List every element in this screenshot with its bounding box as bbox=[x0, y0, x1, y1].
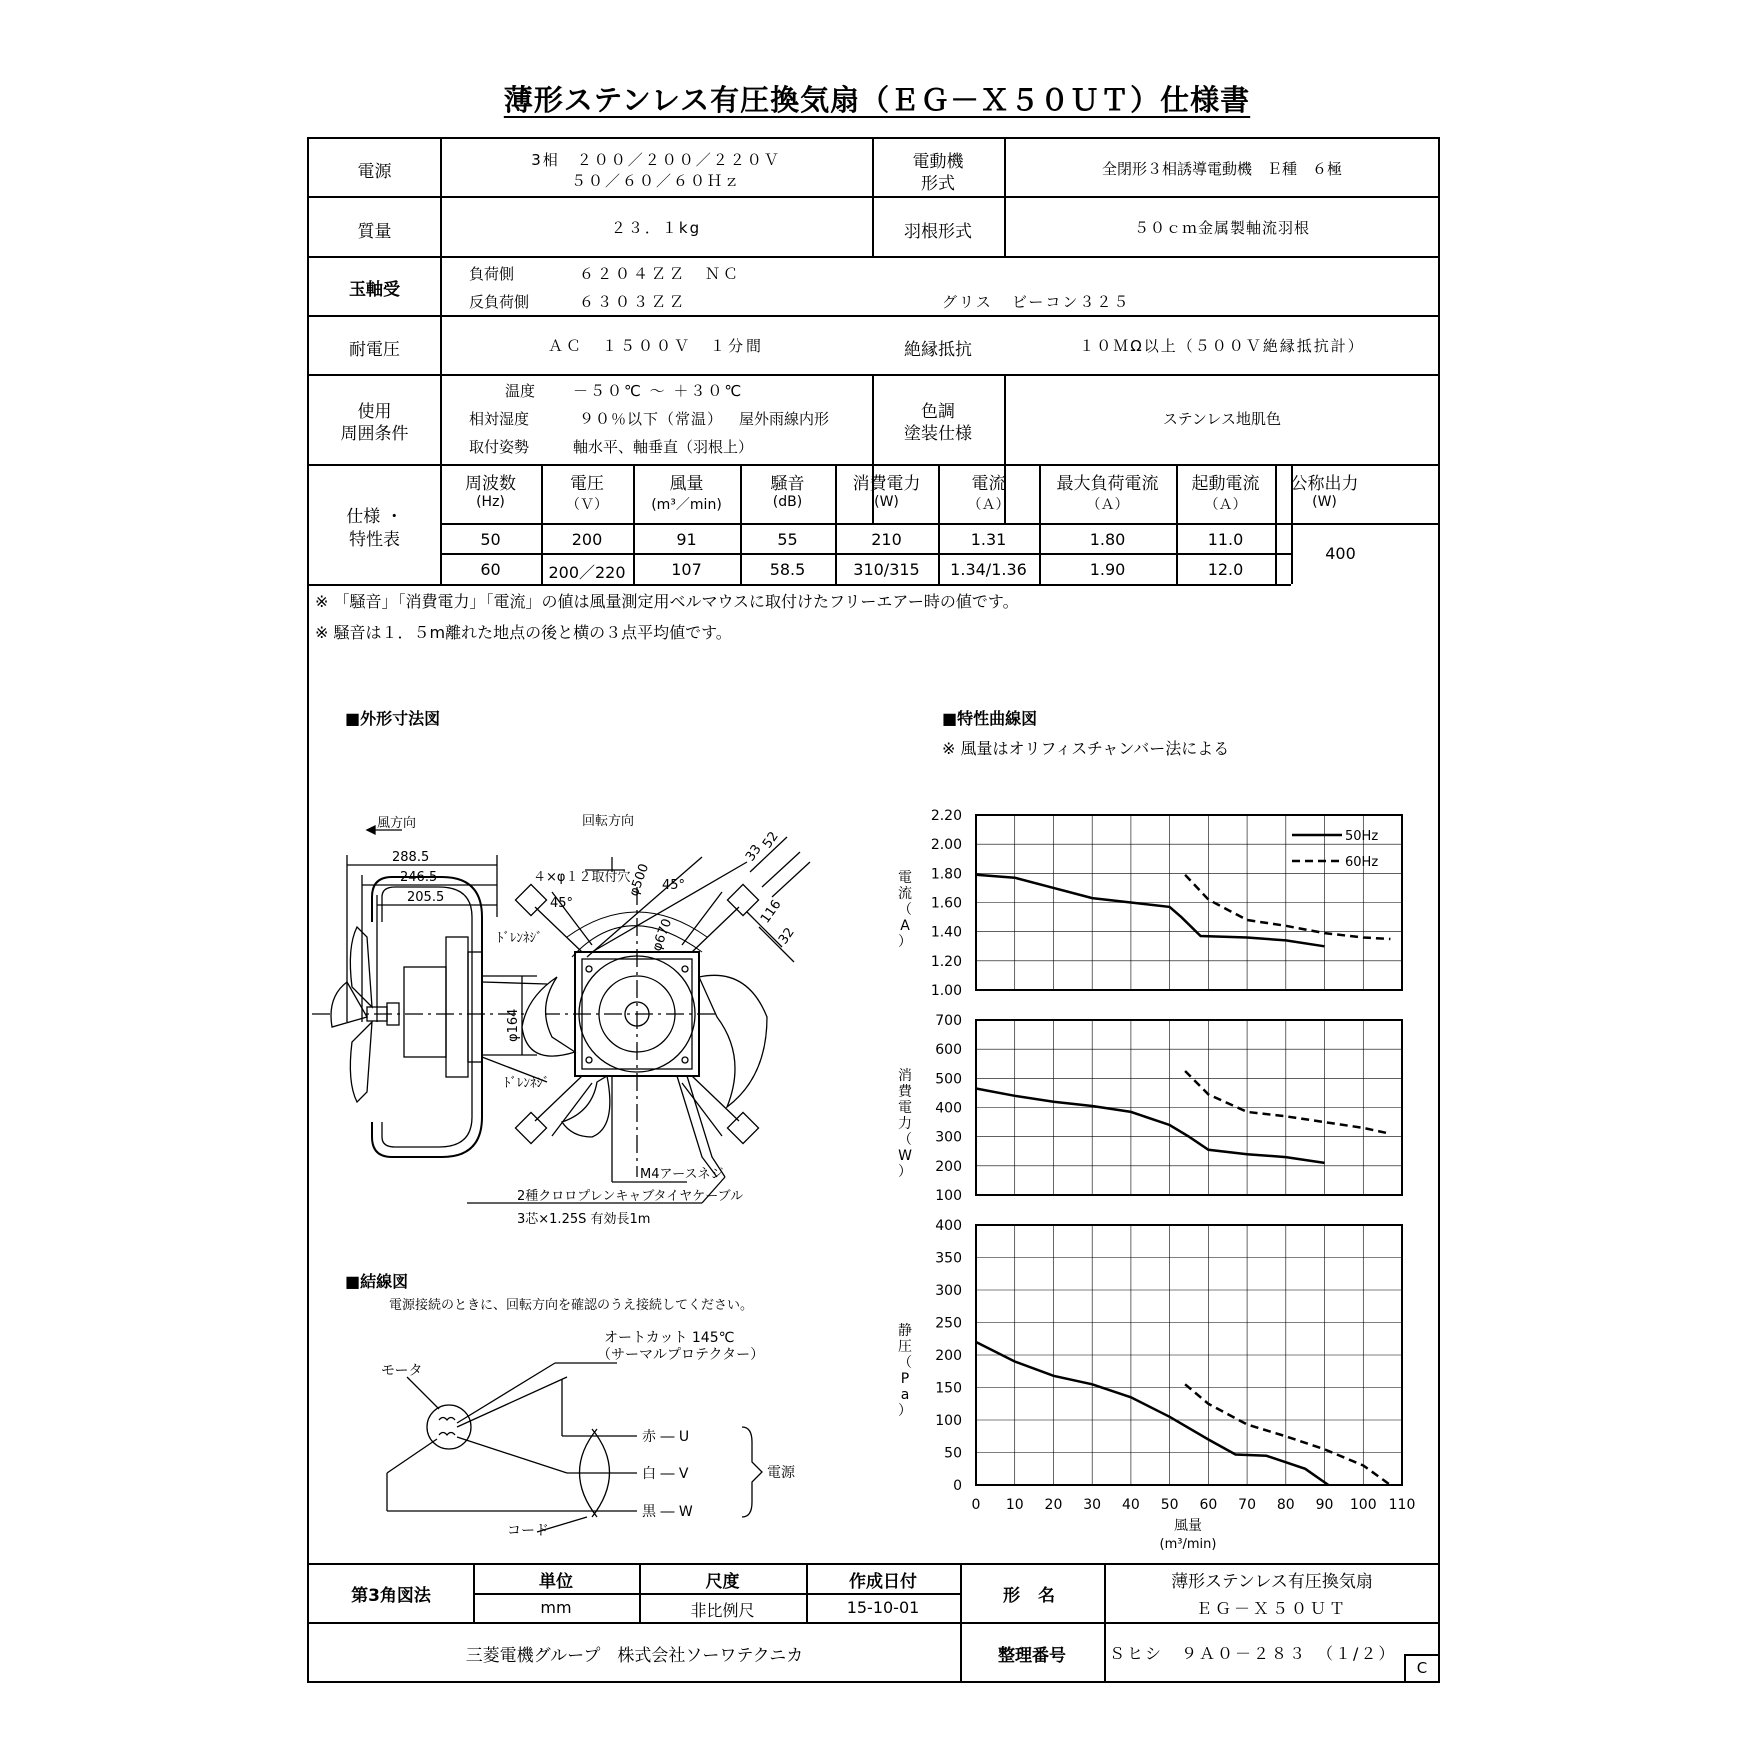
x-axis-label: 風量 bbox=[1174, 1518, 1202, 1534]
rotation-direction-label: 回転方向 bbox=[582, 814, 635, 829]
x-axis-unit: (m³/min) bbox=[1159, 1537, 1217, 1550]
char-cell: 58.5 bbox=[769, 560, 806, 579]
y-tick-label: 400 bbox=[935, 1100, 962, 1117]
y-axis-label-power: 費 bbox=[898, 1084, 912, 1100]
motor-symbol bbox=[427, 1405, 471, 1449]
x-tick-label: 50 bbox=[1160, 1497, 1179, 1513]
x-tick-label: 90 bbox=[1315, 1497, 1334, 1513]
char-header-unit-1: （Ｖ） bbox=[566, 497, 608, 513]
wiring-note: 電源接続のときに、回転方向を確認のうえ接続してください。 bbox=[389, 1298, 754, 1313]
y-axis-label-pressure: 静 bbox=[898, 1323, 912, 1339]
char-cell: 200／220 bbox=[548, 563, 626, 582]
series-line-60Hz bbox=[1185, 1071, 1390, 1134]
document-title: 薄形ステンレス有圧換気扇（ＥＧ－Ｘ５０ＵＴ）仕様書 bbox=[503, 83, 1251, 117]
char-cell: 55 bbox=[777, 530, 798, 549]
motor-value: 全閉形３相誘導電動機 Ｅ種 ６極 bbox=[1101, 160, 1342, 178]
y-tick-label: 500 bbox=[935, 1071, 962, 1088]
grease-value: ビーコン３２５ bbox=[1012, 293, 1131, 311]
drain-screw-label-1: ﾄﾞﾚﾝﾈｼﾞ bbox=[497, 931, 543, 946]
env-hum-label: 相対湿度 bbox=[469, 410, 530, 428]
char-cell: 50 bbox=[480, 530, 501, 549]
wire-v-label: 白 ― V bbox=[642, 1466, 689, 1482]
motor-label-2: 形式 bbox=[921, 174, 955, 194]
char-header-unit-5: （Ａ） bbox=[967, 497, 1010, 513]
char-header-unit-7: （Ａ） bbox=[1204, 497, 1247, 513]
y-tick-label: 700 bbox=[935, 1013, 962, 1029]
y-tick-label: 600 bbox=[935, 1042, 962, 1059]
y-tick-label: 1.20 bbox=[930, 953, 962, 970]
bearing-load-label: 負荷側 bbox=[469, 265, 515, 283]
y-axis-label-power: 力 bbox=[898, 1116, 912, 1132]
char-cell: 11.0 bbox=[1207, 530, 1244, 549]
x-tick-label: 80 bbox=[1276, 1497, 1295, 1513]
autocut-label: オートカット 145℃ bbox=[604, 1330, 735, 1346]
dim-32: 32 bbox=[775, 925, 798, 948]
char-cell: 200 bbox=[571, 530, 603, 549]
wire-w-label: 黒 ― W bbox=[642, 1504, 693, 1520]
y-axis-label-pressure: a bbox=[900, 1387, 910, 1403]
grease-label: グリス bbox=[942, 293, 993, 311]
char-cell: 60 bbox=[480, 560, 501, 579]
projection-label: 第3角図法 bbox=[351, 1586, 431, 1606]
mounting-holes-label: ４×φ１２取付穴 bbox=[533, 870, 631, 885]
revision-mark: C bbox=[1416, 1659, 1428, 1677]
note-2: ※ 騒音は１．５m離れた地点の後と横の３点平均値です。 bbox=[315, 623, 732, 642]
char-header-unit-3: (dB) bbox=[772, 494, 803, 510]
env-mount-value: 軸水平、軸垂直（羽根上） bbox=[573, 438, 754, 456]
char-header-7: 起動電流 bbox=[1191, 474, 1260, 494]
char-header-unit-8: (W) bbox=[1312, 494, 1337, 510]
char-cell: 1.34/1.36 bbox=[950, 560, 1027, 579]
y-axis-label-power: ） bbox=[898, 1164, 912, 1180]
y-tick-label: 2.00 bbox=[930, 837, 962, 854]
angle-45-right: 45° bbox=[662, 878, 686, 893]
thermal-protector-label: （サーマルプロテクター） bbox=[597, 1347, 765, 1363]
angle-45-left: 45° bbox=[550, 896, 574, 911]
char-header-4: 消費電力 bbox=[852, 474, 921, 494]
color-label-1: 色調 bbox=[921, 402, 955, 422]
y-axis-label-current: ） bbox=[898, 934, 912, 950]
curves-note: ※ 風量はオリフィスチャンバー法による bbox=[942, 739, 1230, 758]
char-table-label-1: 仕様 ・ bbox=[346, 507, 403, 527]
insulation-label: 絶縁抵抗 bbox=[904, 340, 972, 360]
drain-screw-label-2: ﾄﾞﾚﾝﾈｼﾞ bbox=[504, 1076, 550, 1091]
y-axis-label-power: 電 bbox=[898, 1100, 912, 1116]
bearing-antiload-value: ６３０３ＺＺ bbox=[579, 293, 688, 311]
phi670-label: φ670 bbox=[649, 916, 676, 954]
y-tick-label: 300 bbox=[935, 1283, 962, 1299]
legend-60hz-label: 60Hz bbox=[1345, 855, 1379, 870]
x-tick-label: 10 bbox=[1005, 1497, 1024, 1513]
color-value: ステンレス地肌色 bbox=[1162, 410, 1282, 428]
y-tick-label: 200 bbox=[935, 1348, 962, 1364]
dim-205-5: 205.5 bbox=[407, 890, 445, 905]
y-axis-label-power: （ bbox=[898, 1132, 912, 1148]
y-axis-label-current: 流 bbox=[898, 886, 912, 902]
y-axis-label-power: 消 bbox=[898, 1068, 912, 1084]
y-tick-label: 400 bbox=[935, 1218, 962, 1234]
ref-number-value: Ｓヒシ ９Ａ０－２８３ （１/２） bbox=[1109, 1644, 1397, 1663]
y-tick-label: 150 bbox=[935, 1380, 962, 1397]
rated-output-value: 400 bbox=[1325, 544, 1356, 563]
bearing-label: 玉軸受 bbox=[349, 280, 400, 300]
x-tick-label: 110 bbox=[1388, 1497, 1416, 1513]
mass-label: 質量 bbox=[357, 222, 392, 242]
ref-number-label: 整理番号 bbox=[998, 1646, 1066, 1666]
model-name-value-2: ＥＧ－Ｘ５０ＵＴ bbox=[1195, 1599, 1348, 1618]
cable-label: 2種クロロプレンキャブタイヤケーブル bbox=[517, 1189, 744, 1204]
chart-panel-1 bbox=[935, 1013, 1402, 1204]
y-axis-label-power: W bbox=[898, 1148, 912, 1164]
char-header-unit-0: (Hz) bbox=[476, 494, 505, 510]
y-tick-label: 200 bbox=[935, 1158, 962, 1175]
char-table-label-2: 特性表 bbox=[349, 530, 400, 550]
mass-value: ２３．１kg bbox=[610, 219, 702, 237]
voltage-value: ＡＣ １５００Ｖ １分間 bbox=[547, 337, 764, 355]
y-axis-label-current: （ bbox=[898, 902, 912, 918]
date-value: 15-10-01 bbox=[846, 1598, 920, 1617]
char-cell: 91 bbox=[676, 530, 697, 549]
char-header-0: 周波数 bbox=[465, 474, 516, 494]
legend-50hz-label: 50Hz bbox=[1345, 829, 1379, 844]
date-label: 作成日付 bbox=[849, 1572, 917, 1592]
y-tick-label: 100 bbox=[935, 1413, 962, 1429]
y-tick-label: 1.60 bbox=[930, 895, 962, 912]
y-tick-label: 2.20 bbox=[930, 808, 962, 824]
x-tick-label: 20 bbox=[1044, 1497, 1063, 1513]
dims-section-title: ■外形寸法図 bbox=[345, 709, 441, 728]
y-tick-label: 1.00 bbox=[930, 983, 962, 999]
chart-legend bbox=[1292, 829, 1378, 870]
char-cell: 1.80 bbox=[1089, 530, 1126, 549]
dim-116: 116 bbox=[757, 897, 785, 927]
y-tick-label: 350 bbox=[935, 1250, 962, 1267]
phi164-label: φ164 bbox=[506, 1008, 521, 1042]
char-header-6: 最大負荷電流 bbox=[1056, 474, 1159, 494]
cord-label: コード bbox=[507, 1523, 549, 1539]
char-header-unit-4: (W) bbox=[874, 494, 899, 510]
company-name: 三菱電機グループ 株式会社ソーワテクニカ bbox=[465, 1646, 804, 1666]
series-line-50Hz bbox=[976, 1342, 1328, 1485]
y-axis-label-current: A bbox=[900, 918, 910, 934]
series-line-60Hz bbox=[1185, 1384, 1390, 1485]
blade-value: ５０ｃｍ金属製軸流羽根 bbox=[1133, 219, 1310, 237]
char-cell: 12.0 bbox=[1207, 560, 1244, 579]
power-label: 電源 bbox=[357, 162, 392, 182]
series-line-50Hz bbox=[976, 875, 1325, 947]
curves-section-title: ■特性曲線図 bbox=[942, 709, 1038, 728]
dim-52: 52 bbox=[759, 829, 782, 852]
env-temp-value: －５０℃ ～ ＋３０℃ bbox=[573, 382, 744, 400]
power-value-2: ５０／６０／６０Ｈｚ bbox=[570, 172, 741, 190]
y-axis-label-pressure: 圧 bbox=[898, 1339, 912, 1355]
char-cell: 1.90 bbox=[1089, 560, 1126, 579]
x-tick-label: 100 bbox=[1349, 1497, 1377, 1513]
power-source-label: 電源 bbox=[767, 1465, 795, 1481]
char-cell: 107 bbox=[671, 560, 702, 579]
env-hum-extra: 屋外雨線内形 bbox=[739, 410, 830, 428]
dim-246-5: 246.5 bbox=[400, 870, 438, 885]
char-header-2: 風量 bbox=[669, 474, 704, 494]
char-cell: 310/315 bbox=[853, 560, 920, 579]
y-tick-label: 1.80 bbox=[930, 866, 962, 883]
earth-screw-label: M4アースネジ bbox=[640, 1167, 724, 1182]
y-axis-label-pressure: ） bbox=[898, 1403, 912, 1419]
y-axis-label-pressure: P bbox=[900, 1371, 910, 1387]
dim-33: 33 bbox=[742, 842, 765, 865]
x-tick-label: 40 bbox=[1121, 1497, 1140, 1513]
series-line-50Hz bbox=[976, 1089, 1325, 1163]
x-tick-label: 30 bbox=[1083, 1497, 1102, 1513]
wire-u-label: 赤 ― U bbox=[642, 1429, 690, 1445]
x-tick-label: 0 bbox=[971, 1497, 981, 1513]
cable-spec-label: 3芯×1.25S 有効長1m bbox=[517, 1212, 651, 1227]
char-header-8: 公称出力 bbox=[1290, 474, 1359, 494]
wiring-section-title: ■結線図 bbox=[345, 1272, 409, 1291]
unit-label: 単位 bbox=[539, 1572, 573, 1592]
motor-label: モータ bbox=[381, 1363, 423, 1379]
blade-label: 羽根形式 bbox=[904, 222, 972, 242]
char-cell: 1.31 bbox=[970, 530, 1007, 549]
env-label-2: 周囲条件 bbox=[340, 424, 409, 444]
wind-direction-label: 風方向 bbox=[377, 816, 417, 831]
y-tick-label: 0 bbox=[953, 1478, 962, 1494]
char-cell: 210 bbox=[871, 530, 902, 549]
wiring-diagram bbox=[307, 137, 867, 1557]
char-header-1: 電圧 bbox=[570, 474, 604, 494]
env-hum-value: ９０％以下（常温） bbox=[579, 410, 724, 428]
insulation-value: １０ＭΩ以上（５００Ｖ絶縁抵抗計） bbox=[1079, 337, 1365, 355]
char-header-unit-6: （Ａ） bbox=[1086, 497, 1129, 513]
y-tick-label: 250 bbox=[935, 1315, 962, 1332]
char-header-5: 電流 bbox=[971, 474, 1006, 494]
chart-panel-0 bbox=[931, 808, 1402, 999]
phi500-label: φ500 bbox=[626, 861, 653, 899]
series-line-60Hz bbox=[1185, 875, 1390, 939]
y-tick-label: 50 bbox=[944, 1445, 962, 1462]
env-mount-label: 取付姿勢 bbox=[469, 438, 530, 456]
y-tick-label: 300 bbox=[935, 1129, 962, 1146]
y-axis-label-pressure: （ bbox=[898, 1355, 912, 1371]
scale-label: 尺度 bbox=[705, 1572, 740, 1592]
model-name-label: 形 名 bbox=[1003, 1586, 1061, 1606]
color-label-2: 塗装仕様 bbox=[904, 424, 972, 444]
char-header-unit-2: (m³／min) bbox=[651, 497, 722, 513]
motor-label-1: 電動機 bbox=[912, 152, 964, 172]
x-tick-label: 70 bbox=[1238, 1497, 1257, 1513]
bearing-load-value: ６２０４ＺＺ ＮＣ bbox=[579, 265, 742, 283]
characteristic-curves bbox=[860, 790, 1420, 1550]
scale-value: 非比例尺 bbox=[690, 1601, 755, 1620]
y-tick-label: 1.40 bbox=[930, 924, 962, 941]
y-axis-label-current: 電 bbox=[898, 870, 912, 886]
note-1: ※ 「騒音」「消費電力」「電流」の値は風量測定用ベルマウスに取付けたフリーエアー時の値です。 bbox=[315, 592, 1019, 611]
dim-288-5: 288.5 bbox=[392, 850, 430, 865]
bearing-antiload-label: 反負荷側 bbox=[469, 293, 530, 311]
char-header-3: 騒音 bbox=[770, 474, 805, 494]
voltage-label: 耐電圧 bbox=[349, 340, 400, 360]
env-temp-label: 温度 bbox=[505, 382, 536, 400]
y-tick-label: 100 bbox=[935, 1188, 962, 1204]
env-label-1: 使用 bbox=[357, 402, 392, 422]
x-tick-label: 60 bbox=[1199, 1497, 1218, 1513]
model-name-value-1: 薄形ステンレス有圧換気扇 bbox=[1171, 1572, 1373, 1592]
unit-value: mm bbox=[540, 1598, 572, 1617]
power-value-1: 3相 ２００／２００／２２０Ｖ bbox=[531, 151, 781, 169]
chart-panel-2 bbox=[935, 1218, 1415, 1513]
